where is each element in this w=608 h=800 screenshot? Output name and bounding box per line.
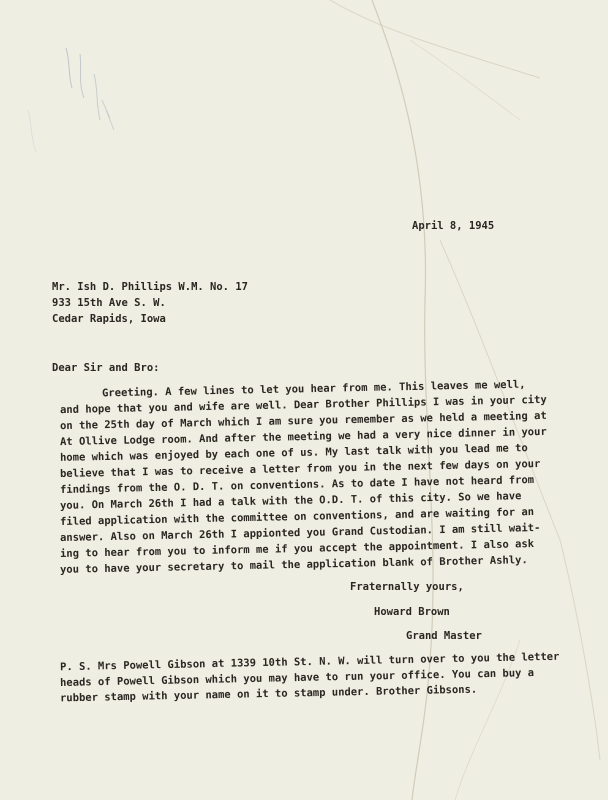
postscript-line: rubber stamp with your name on it to stamp under. Brother Gibsons. (59, 683, 478, 705)
body-line: findings from the O. D. T. on conventions. As to date I have not heard from (59, 474, 535, 496)
body-line: home which was enjoyed by each one of us. My last talk with you lead me to (59, 442, 528, 464)
signature-title: Grand Master (406, 630, 482, 642)
body-line: believe that I was to receive a letter from you in the next few days on your (59, 457, 541, 481)
body-line: you to have your secretary to mail the application blank of Brother Ashly. (59, 554, 528, 576)
body-line: Greeting. A few lines to let you hear from me. This leaves me well, (101, 378, 526, 400)
body-line: you. On March 26th I had a talk with the O.D. T. of this city. So we have (59, 490, 522, 512)
body-line: answer. Also on March 26th I appionted you Grand Custodian. I am still wait- (59, 521, 541, 545)
recipient-name-line: Mr. Ish D. Phillips W.M. No. 17 (52, 281, 248, 293)
salutation: Dear Sir and Bro: (52, 362, 160, 374)
signature-name: Howard Brown (374, 606, 450, 618)
postscript-line: P. S. Mrs Powell Gibson at 1339 10th St. N. W. will turn over to you the letter (59, 650, 560, 674)
body-line: At Ollive Lodge room. And after the meeting we had a very nice dinner in your (59, 425, 547, 449)
body-line: on the 25th day of March which I am sure you remember as we held a meeting at (59, 409, 547, 433)
body-line: ing to hear from you to inform me if you accept the appointment. I also ask (59, 538, 535, 560)
recipient-city-line: Cedar Rapids, Iowa (52, 313, 166, 325)
postscript-line: heads of Powell Gibson which you may have to run your office. You can buy a (59, 667, 535, 689)
recipient-street-line: 933 15th Ave S. W. (52, 297, 166, 309)
closing: Fraternally yours, (350, 581, 464, 593)
body-line: filed application with the committee on conventions, and are waiting for an (59, 506, 535, 528)
letter-date: April 8, 1945 (412, 220, 495, 232)
body-line: and hope that you and wife are well. Dear Brother Phillips I was in your city (59, 393, 547, 417)
